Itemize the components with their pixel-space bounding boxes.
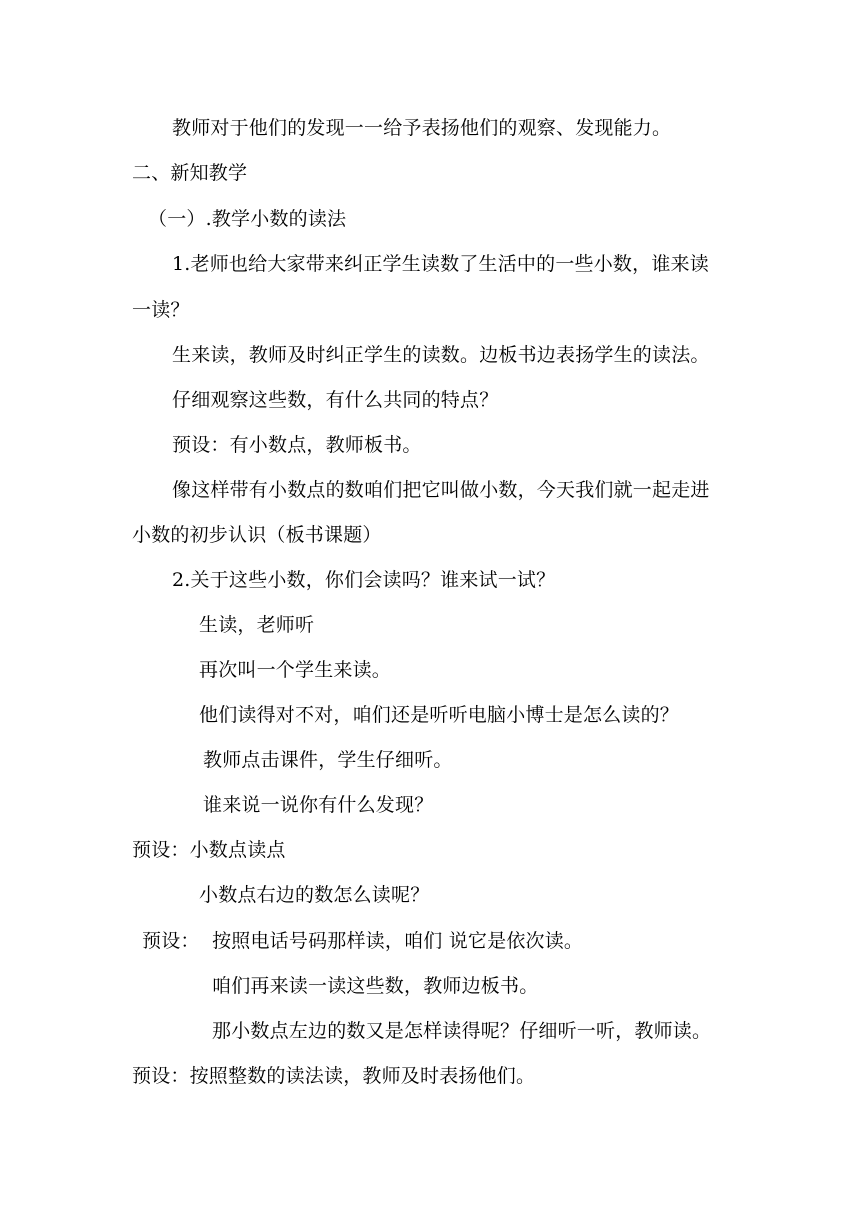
paragraph-item-1: 1.老师也给大家带来纠正学生读数了生活中的一些小数，谁来读 <box>172 253 709 275</box>
paragraph-praise: 教师对于他们的发现一一给予表扬他们的观察、发现能力。 <box>172 117 672 139</box>
paragraph-computer-doctor: 他们读得对不对，咱们还是听听电脑小博士是怎么读的？ <box>199 704 680 726</box>
paragraph-who-tells: 谁来说一说你有什么发现？ <box>203 794 434 816</box>
paragraph-observe: 仔细观察这些数，有什么共同的特点？ <box>172 389 499 411</box>
subsection-heading-reading: （一）.教学小数的读法 <box>148 208 347 230</box>
paragraph-preset-2: 预设：小数点读点 <box>132 839 286 861</box>
paragraph-preset-1: 预设：有小数点，教师板书。 <box>172 434 422 456</box>
paragraph-click-courseware: 教师点击课件，学生仔细听。 <box>203 749 453 771</box>
paragraph-preset-3: 预设： 按照电话号码那样读，咱们 说它是依次读。 <box>142 930 584 952</box>
paragraph-define-decimal-cont: 小数的初步认识（板书课题） <box>132 524 382 546</box>
paragraph-student-reads: 生读，老师听 <box>199 614 315 636</box>
paragraph-another-student: 再次叫一个学生来读。 <box>199 659 392 681</box>
paragraph-left-side: 那小数点左边的数又是怎样读得呢？仔细听一听，教师读。 <box>212 1020 712 1042</box>
section-heading-new-knowledge: 二、新知教学 <box>132 162 248 184</box>
paragraph-read-again: 咱们再来读一读这些数，教师边板书。 <box>212 975 539 997</box>
paragraph-right-side: 小数点右边的数怎么读呢？ <box>199 884 430 906</box>
paragraph-item-1-cont: 一读？ <box>132 299 190 321</box>
paragraph-define-decimal: 像这样带有小数点的数咱们把它叫做小数，今天我们就一起走进 <box>172 479 710 501</box>
paragraph-students-read: 生来读，教师及时纠正学生的读数。边板书边表扬学生的读法。 <box>172 344 710 366</box>
paragraph-item-2: 2.关于这些小数，你们会读吗？谁来试一试？ <box>172 569 556 591</box>
paragraph-preset-4: 预设：按照整数的读法读，教师及时表扬他们。 <box>132 1065 536 1087</box>
